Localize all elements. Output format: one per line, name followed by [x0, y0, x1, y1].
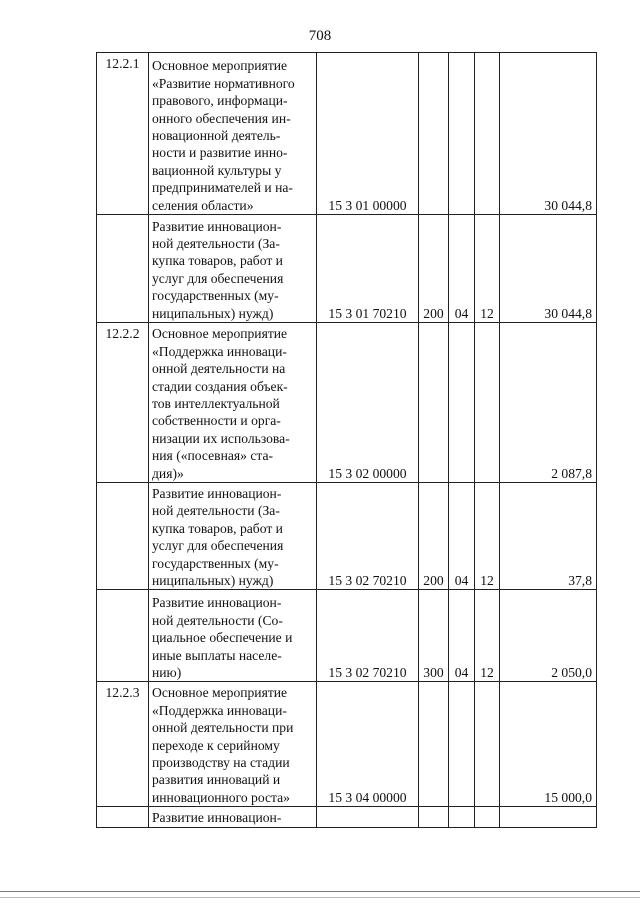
budget-table: [96, 52, 597, 828]
target-code: 15 3 02 70210: [317, 590, 419, 682]
item-number: 12.2.2: [97, 323, 149, 483]
table-row: [97, 590, 597, 682]
section-code: 04: [449, 590, 475, 682]
table-body: [97, 53, 597, 828]
page-bottom-rule: [0, 891, 640, 892]
subsection-code: 12: [475, 215, 500, 323]
item-number: 12.2.3: [97, 682, 149, 807]
section-code: [449, 682, 475, 807]
section-code: [449, 807, 475, 827]
amount: 30 044,8: [500, 215, 597, 323]
amount: 2 050,0: [500, 590, 597, 682]
item-number: [97, 807, 149, 827]
subsection-code: [475, 53, 500, 215]
item-name: Развитие инновацион-: [149, 807, 317, 827]
amount: 2 087,8: [500, 323, 597, 483]
item-name: Основное мероприятие «Поддержка инноваци- онной деятельности на стадии создания объек- тов интеллектуальной собственности и орга- низации их использова- ния («посевная» ста- дия)»: [149, 323, 317, 483]
item-name: Основное мероприятие «Поддержка инноваци- онной деятельности при переходе к серийному производству на стадии развития инноваций и инновационного роста»: [149, 682, 317, 807]
amount: 37,8: [500, 483, 597, 590]
target-code: 15 3 04 00000: [317, 682, 419, 807]
subsection-code: [475, 807, 500, 827]
subsection-code: 12: [475, 590, 500, 682]
target-code: 15 3 01 70210: [317, 215, 419, 323]
section-code: [449, 53, 475, 215]
table-row: [97, 53, 597, 215]
item-name: Развитие инновацион- ной деятельности (За- купка товаров, работ и услуг для обеспечения государственных (му- ниципальных) нужд): [149, 215, 317, 323]
table-row: [97, 215, 597, 323]
subsection-code: [475, 682, 500, 807]
target-code: [317, 807, 419, 827]
table-row: [97, 483, 597, 590]
item-name: Развитие инновацион- ной деятельности (За- купка товаров, работ и услуг для обеспечения государственных (му- ниципальных) нужд): [149, 483, 317, 590]
expense-type: 200: [419, 483, 449, 590]
target-code: 15 3 02 00000: [317, 323, 419, 483]
item-number: 12.2.1: [97, 53, 149, 215]
expense-type: 200: [419, 215, 449, 323]
item-number: [97, 483, 149, 590]
expense-type: [419, 682, 449, 807]
amount: 30 044,8: [500, 53, 597, 215]
section-code: 04: [449, 215, 475, 323]
table-row: [97, 682, 597, 807]
amount: 15 000,0: [500, 682, 597, 807]
item-number: [97, 590, 149, 682]
section-code: [449, 323, 475, 483]
item-name: Развитие инновацион- ной деятельности (Со- циальное обеспечение и иные выплаты населе- нию): [149, 590, 317, 682]
item-name: Основное мероприятие «Развитие нормативного правового, информаци- онного обеспечения ин- новационной деятель- ности и развитие инно- вационной культуры у предпринимателей и на- селения области»: [149, 53, 317, 215]
subsection-code: [475, 323, 500, 483]
subsection-code: 12: [475, 483, 500, 590]
page-number: 708: [308, 28, 332, 44]
expense-type: 300: [419, 590, 449, 682]
expense-type: [419, 807, 449, 827]
target-code: 15 3 01 00000: [317, 53, 419, 215]
amount: [500, 807, 597, 827]
expense-type: [419, 323, 449, 483]
table-row: [97, 807, 597, 827]
table-row: [97, 323, 597, 483]
item-number: [97, 215, 149, 323]
expense-type: [419, 53, 449, 215]
page-bottom-rule: [0, 897, 640, 898]
target-code: 15 3 02 70210: [317, 483, 419, 590]
section-code: 04: [449, 483, 475, 590]
